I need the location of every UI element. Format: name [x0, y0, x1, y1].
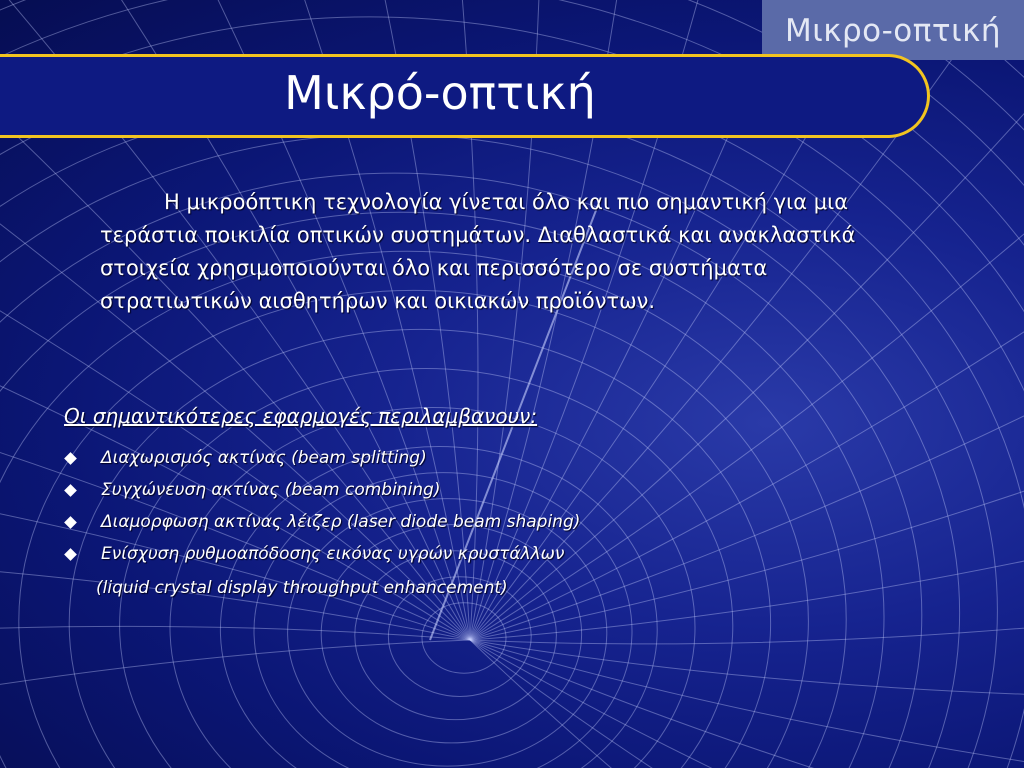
- diamond-bullet-icon: [64, 516, 77, 529]
- grid-radial-line: [470, 640, 1024, 768]
- grid-radial-line: [470, 640, 1024, 768]
- list-item-text: Συγχώνευση ακτίνας (beam combining): [101, 480, 441, 500]
- list-item: [62, 474, 580, 506]
- list-item-text: Ενίσχυση ρυθμοαπόδοσης εικόνας υγρών κρυστάλλων: [101, 544, 565, 564]
- slide-title: Μικρό-οπτική: [284, 66, 596, 120]
- grid-radial-line: [0, 626, 470, 681]
- grid-radial-line: [470, 640, 1024, 768]
- list-item-text: Διαμορφωση ακτίνας λέιζερ (laser diode beam shaping): [101, 512, 581, 532]
- applications-heading: Οι σημαντικότερες εφαρμογές περιλαμβανουν:: [64, 404, 538, 428]
- list-item-continuation: (liquid crystal display throughput enhancement): [96, 578, 508, 598]
- list-item-text: Διαχωρισμός ακτίνας (beam splitting): [101, 448, 427, 468]
- diamond-bullet-icon: [64, 548, 77, 561]
- grid-radial-line: [0, 640, 470, 768]
- diamond-bullet-icon: [64, 452, 77, 465]
- diamond-bullet-icon: [64, 484, 77, 497]
- intro-paragraph: Η μικροόπτικη τεχνολογία γίνεται όλο και πιο σημαντική για μια τεράστια ποικιλία οπτικών συστημάτων. Διαθλαστικά και ανακλαστικά στοιχεία χρησιμοποιούνται όλο και περισσότερο σε συστήματα στρατιωτικών αισθητήρων και οικιακών προϊόντων.: [100, 190, 856, 313]
- applications-list: [62, 442, 580, 570]
- list-item: [62, 442, 580, 474]
- corner-section-label: Μικρο-οπτική: [762, 0, 1024, 60]
- list-item: [62, 538, 580, 570]
- grid-radial-line: [470, 640, 1024, 698]
- list-item: [62, 506, 580, 538]
- grid-radial-line: [470, 640, 1024, 768]
- grid-radial-line: [470, 640, 1024, 768]
